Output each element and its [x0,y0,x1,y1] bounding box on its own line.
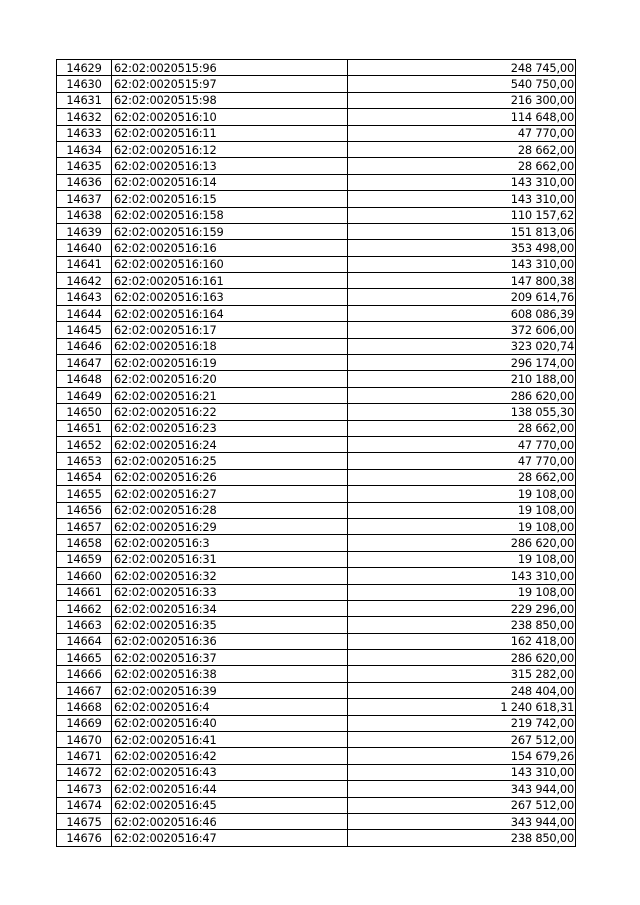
cadastral-number-cell: 62:02:0020516:47 [112,830,348,846]
cadastral-number-cell: 62:02:0020516:24 [112,436,348,452]
row-number-cell: 14635 [57,158,112,174]
row-number-cell: 14647 [57,355,112,371]
table-body [57,60,576,847]
cadastral-value-cell: 28 662,00 [348,158,576,174]
table-row [57,60,576,76]
cadastral-number-cell: 62:02:0020516:16 [112,240,348,256]
row-number-cell: 14670 [57,732,112,748]
cadastral-number-cell: 62:02:0020516:158 [112,207,348,223]
table-row [57,305,576,321]
cadastral-value-cell: 147 800,38 [348,273,576,289]
cadastral-value-cell: 47 770,00 [348,125,576,141]
row-number-cell: 14651 [57,420,112,436]
cadastral-number-cell: 62:02:0020516:42 [112,748,348,764]
table-row [57,338,576,354]
cadastral-value-cell: 143 310,00 [348,764,576,780]
cadastral-number-cell: 62:02:0020516:40 [112,715,348,731]
cadastral-value-cell: 143 310,00 [348,174,576,190]
row-number-cell: 14657 [57,518,112,534]
table-row [57,748,576,764]
cadastral-number-cell: 62:02:0020516:15 [112,191,348,207]
cadastral-value-cell: 216 300,00 [348,92,576,108]
table-row [57,469,576,485]
cadastral-value-cell: 248 745,00 [348,60,576,76]
row-number-cell: 14666 [57,666,112,682]
row-number-cell: 14642 [57,273,112,289]
row-number-cell: 14641 [57,256,112,272]
table-row [57,436,576,452]
table-row [57,223,576,239]
row-number-cell: 14638 [57,207,112,223]
cadastral-number-cell: 62:02:0020515:96 [112,60,348,76]
table-row [57,666,576,682]
table-row [57,174,576,190]
cadastral-value-cell: 28 662,00 [348,469,576,485]
cadastral-number-cell: 62:02:0020516:43 [112,764,348,780]
cadastral-value-cell: 238 850,00 [348,617,576,633]
table-row [57,732,576,748]
cadastral-number-cell: 62:02:0020516:46 [112,813,348,829]
cadastral-value-cell: 343 944,00 [348,813,576,829]
cadastral-number-cell: 62:02:0020516:14 [112,174,348,190]
cadastral-value-cell: 540 750,00 [348,76,576,92]
cadastral-number-cell: 62:02:0020515:97 [112,76,348,92]
row-number-cell: 14656 [57,502,112,518]
cadastral-number-cell: 62:02:0020516:3 [112,535,348,551]
cadastral-value-cell: 47 770,00 [348,436,576,452]
table-row [57,158,576,174]
cadastral-value-cell: 267 512,00 [348,797,576,813]
cadastral-number-cell: 62:02:0020516:161 [112,273,348,289]
row-number-cell: 14665 [57,650,112,666]
row-number-cell: 14658 [57,535,112,551]
cadastral-number-cell: 62:02:0020516:28 [112,502,348,518]
table-row [57,420,576,436]
table-row [57,551,576,567]
row-number-cell: 14663 [57,617,112,633]
row-number-cell: 14654 [57,469,112,485]
table-row [57,76,576,92]
cadastral-number-cell: 62:02:0020516:25 [112,453,348,469]
row-number-cell: 14669 [57,715,112,731]
cadastral-value-cell: 19 108,00 [348,518,576,534]
table-row [57,633,576,649]
table-row [57,371,576,387]
table-row [57,109,576,125]
row-number-cell: 14659 [57,551,112,567]
cadastral-value-cell: 286 620,00 [348,535,576,551]
row-number-cell: 14634 [57,141,112,157]
cadastral-value-cell: 286 620,00 [348,387,576,403]
row-number-cell: 14633 [57,125,112,141]
row-number-cell: 14637 [57,191,112,207]
table-row [57,502,576,518]
cadastral-value-cell: 315 282,00 [348,666,576,682]
cadastral-value-cell: 267 512,00 [348,732,576,748]
cadastral-value-cell: 1 240 618,31 [348,699,576,715]
cadastral-value-table [56,59,576,847]
cadastral-number-cell: 62:02:0020516:17 [112,322,348,338]
cadastral-value-cell: 143 310,00 [348,568,576,584]
cadastral-value-cell: 608 086,39 [348,305,576,321]
table-row [57,600,576,616]
table-row [57,797,576,813]
cadastral-value-cell: 19 108,00 [348,502,576,518]
table-row [57,191,576,207]
row-number-cell: 14646 [57,338,112,354]
cadastral-number-cell: 62:02:0020515:98 [112,92,348,108]
table-row [57,584,576,600]
cadastral-value-cell: 110 157,62 [348,207,576,223]
table-row [57,322,576,338]
row-number-cell: 14648 [57,371,112,387]
cadastral-value-cell: 323 020,74 [348,338,576,354]
cadastral-number-cell: 62:02:0020516:29 [112,518,348,534]
cadastral-number-cell: 62:02:0020516:35 [112,617,348,633]
table-row [57,355,576,371]
row-number-cell: 14671 [57,748,112,764]
cadastral-value-cell: 296 174,00 [348,355,576,371]
row-number-cell: 14674 [57,797,112,813]
row-number-cell: 14645 [57,322,112,338]
cadastral-value-cell: 19 108,00 [348,551,576,567]
table-row [57,699,576,715]
row-number-cell: 14644 [57,305,112,321]
table-row [57,486,576,502]
row-number-cell: 14640 [57,240,112,256]
row-number-cell: 14673 [57,781,112,797]
table-row [57,682,576,698]
cadastral-value-cell: 248 404,00 [348,682,576,698]
cadastral-number-cell: 62:02:0020516:12 [112,141,348,157]
row-number-cell: 14660 [57,568,112,584]
cadastral-value-cell: 154 679,26 [348,748,576,764]
cadastral-number-cell: 62:02:0020516:20 [112,371,348,387]
cadastral-number-cell: 62:02:0020516:36 [112,633,348,649]
cadastral-number-cell: 62:02:0020516:13 [112,158,348,174]
table-row [57,387,576,403]
cadastral-value-cell: 343 944,00 [348,781,576,797]
cadastral-value-cell: 219 742,00 [348,715,576,731]
row-number-cell: 14672 [57,764,112,780]
row-number-cell: 14639 [57,223,112,239]
cadastral-number-cell: 62:02:0020516:38 [112,666,348,682]
row-number-cell: 14631 [57,92,112,108]
table-row [57,404,576,420]
table-row [57,650,576,666]
cadastral-number-cell: 62:02:0020516:32 [112,568,348,584]
cadastral-number-cell: 62:02:0020516:164 [112,305,348,321]
cadastral-value-cell: 210 188,00 [348,371,576,387]
row-number-cell: 14632 [57,109,112,125]
table-row [57,617,576,633]
cadastral-number-cell: 62:02:0020516:10 [112,109,348,125]
table-row [57,92,576,108]
row-number-cell: 14652 [57,436,112,452]
cadastral-value-cell: 28 662,00 [348,420,576,436]
row-number-cell: 14655 [57,486,112,502]
cadastral-value-cell: 47 770,00 [348,453,576,469]
cadastral-number-cell: 62:02:0020516:34 [112,600,348,616]
row-number-cell: 14643 [57,289,112,305]
table-row [57,781,576,797]
cadastral-number-cell: 62:02:0020516:18 [112,338,348,354]
cadastral-value-cell: 143 310,00 [348,256,576,272]
cadastral-number-cell: 62:02:0020516:163 [112,289,348,305]
table-row [57,453,576,469]
cadastral-number-cell: 62:02:0020516:41 [112,732,348,748]
cadastral-number-cell: 62:02:0020516:22 [112,404,348,420]
row-number-cell: 14662 [57,600,112,616]
row-number-cell: 14650 [57,404,112,420]
cadastral-value-cell: 162 418,00 [348,633,576,649]
table-row [57,141,576,157]
cadastral-number-cell: 62:02:0020516:19 [112,355,348,371]
cadastral-value-cell: 151 813,06 [348,223,576,239]
cadastral-value-cell: 286 620,00 [348,650,576,666]
cadastral-number-cell: 62:02:0020516:44 [112,781,348,797]
table-row [57,240,576,256]
table-row [57,568,576,584]
cadastral-value-cell: 19 108,00 [348,584,576,600]
cadastral-number-cell: 62:02:0020516:31 [112,551,348,567]
cadastral-value-cell: 353 498,00 [348,240,576,256]
cadastral-number-cell: 62:02:0020516:23 [112,420,348,436]
row-number-cell: 14629 [57,60,112,76]
cadastral-number-cell: 62:02:0020516:37 [112,650,348,666]
cadastral-value-cell: 19 108,00 [348,486,576,502]
table-row [57,764,576,780]
cadastral-value-cell: 372 606,00 [348,322,576,338]
row-number-cell: 14630 [57,76,112,92]
cadastral-number-cell: 62:02:0020516:159 [112,223,348,239]
row-number-cell: 14649 [57,387,112,403]
table-row [57,535,576,551]
cadastral-number-cell: 62:02:0020516:26 [112,469,348,485]
row-number-cell: 14675 [57,813,112,829]
row-number-cell: 14676 [57,830,112,846]
row-number-cell: 14668 [57,699,112,715]
table-row [57,273,576,289]
cadastral-number-cell: 62:02:0020516:27 [112,486,348,502]
cadastral-number-cell: 62:02:0020516:160 [112,256,348,272]
row-number-cell: 14667 [57,682,112,698]
table-row [57,813,576,829]
cadastral-number-cell: 62:02:0020516:45 [112,797,348,813]
row-number-cell: 14664 [57,633,112,649]
cadastral-number-cell: 62:02:0020516:39 [112,682,348,698]
table-row [57,256,576,272]
cadastral-number-cell: 62:02:0020516:4 [112,699,348,715]
row-number-cell: 14636 [57,174,112,190]
cadastral-value-cell: 238 850,00 [348,830,576,846]
cadastral-value-cell: 28 662,00 [348,141,576,157]
cadastral-number-cell: 62:02:0020516:11 [112,125,348,141]
table-row [57,518,576,534]
table-row [57,830,576,846]
cadastral-number-cell: 62:02:0020516:21 [112,387,348,403]
cadastral-value-cell: 114 648,00 [348,109,576,125]
row-number-cell: 14661 [57,584,112,600]
table-row [57,207,576,223]
cadastral-value-cell: 229 296,00 [348,600,576,616]
cadastral-value-cell: 138 055,30 [348,404,576,420]
row-number-cell: 14653 [57,453,112,469]
cadastral-value-cell: 143 310,00 [348,191,576,207]
cadastral-number-cell: 62:02:0020516:33 [112,584,348,600]
cadastral-value-cell: 209 614,76 [348,289,576,305]
table-row [57,125,576,141]
table-row [57,289,576,305]
table-row [57,715,576,731]
